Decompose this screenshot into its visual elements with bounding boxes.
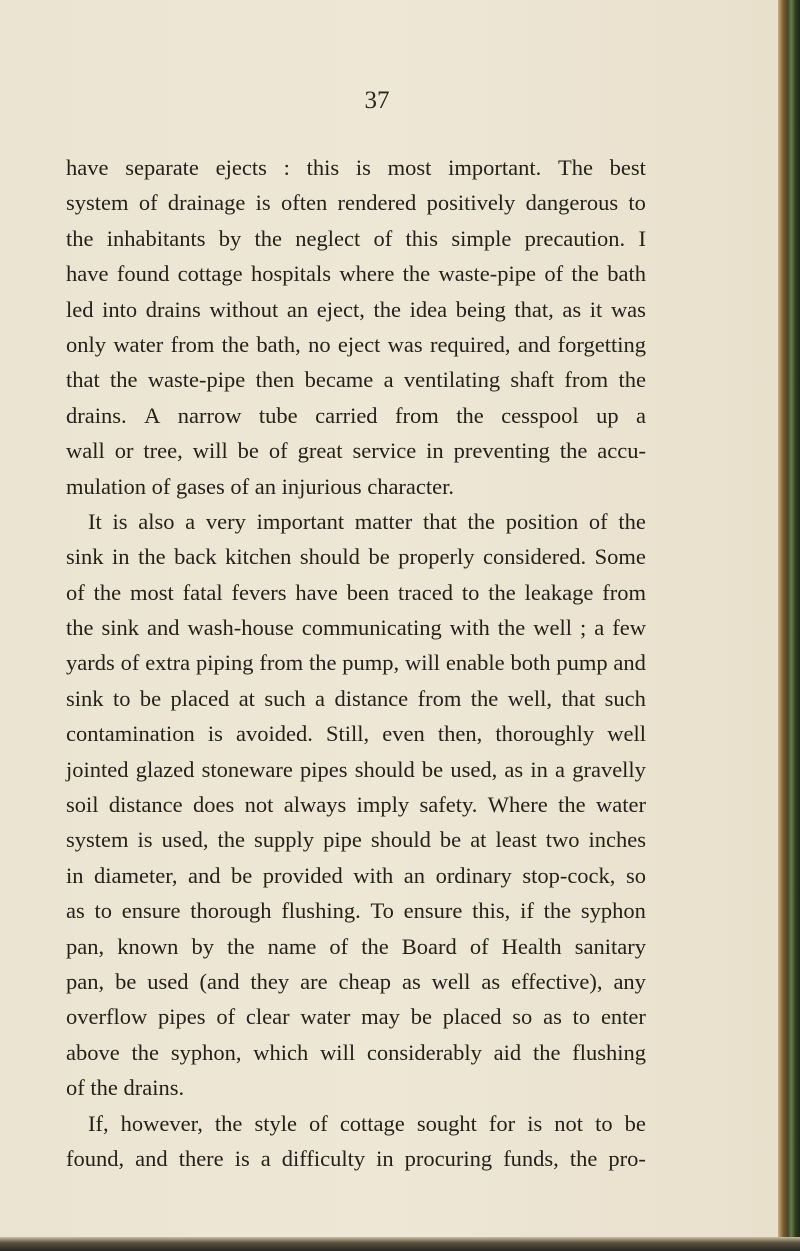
text-line: only water from the bath, no eject was required, and forgetting <box>66 331 646 357</box>
text-line: If, however, the style of cottage sought for is not to be <box>88 1110 646 1136</box>
text-line: in diameter, and be provided with an ordinary stop-cock, so <box>66 862 646 888</box>
text-line: overflow pipes of clear water may be placed so as to enter <box>66 1004 646 1030</box>
text-line: yards of extra piping from the pump, will enable both pump and <box>66 650 646 676</box>
text-line: mulation of gases of an injurious character. <box>66 473 455 499</box>
text-line: have separate ejects : this is most important. The best <box>66 155 646 180</box>
text-line: system of drainage is often rendered positively dangerous to <box>66 190 646 216</box>
text-line: of the drains. <box>66 1075 185 1101</box>
text-line: found, and there is a difficulty in procuring funds, the pro- <box>66 1145 646 1171</box>
text-line: pan, known by the name of the Board of Health sanitary <box>66 933 646 959</box>
text-line: sink to be placed at such a distance from the well, that such <box>66 685 646 711</box>
text-line: as to ensure thorough flushing. To ensure this, if the syphon <box>66 898 646 924</box>
text-line: the inhabitants by the neglect of this simple precaution. I <box>66 225 646 251</box>
text-line: jointed glazed stoneware pipes should be used, as in a gravelly <box>66 756 646 782</box>
text-line: soil distance does not always imply safety. Where the water <box>66 792 646 818</box>
text-line: It is also a very important matter that the position of the <box>88 508 646 534</box>
book-spine-edge <box>778 0 800 1251</box>
text-line: drains. A narrow tube carried from the cesspool up a <box>66 402 646 428</box>
page-bottom-edge <box>0 1237 800 1251</box>
text-line: of the most fatal fevers have been traced to the leakage from <box>66 579 646 605</box>
text-line: above the syphon, which will considerably aid the flushing <box>66 1039 646 1065</box>
text-line: have found cottage hospitals where the waste-pipe of the bath <box>66 261 646 287</box>
text-line: that the waste-pipe then became a ventilating shaft from the <box>66 367 646 393</box>
body-text <box>66 150 646 1176</box>
text-line: system is used, the supply pipe should be at least two inches <box>66 827 646 853</box>
text-line: sink in the back kitchen should be properly considered. Some <box>66 544 646 570</box>
page-number: 37 <box>364 87 390 114</box>
text-line: wall or tree, will be of great service in preventing the accu- <box>66 438 646 464</box>
text-line: led into drains without an eject, the idea being that, as it was <box>66 296 646 322</box>
text-line: contamination is avoided. Still, even then, thoroughly well <box>66 721 646 747</box>
text-line: pan, be used (and they are cheap as well as effective), any <box>66 968 646 994</box>
text-line: the sink and wash-house communicating with the well ; a few <box>66 615 646 641</box>
